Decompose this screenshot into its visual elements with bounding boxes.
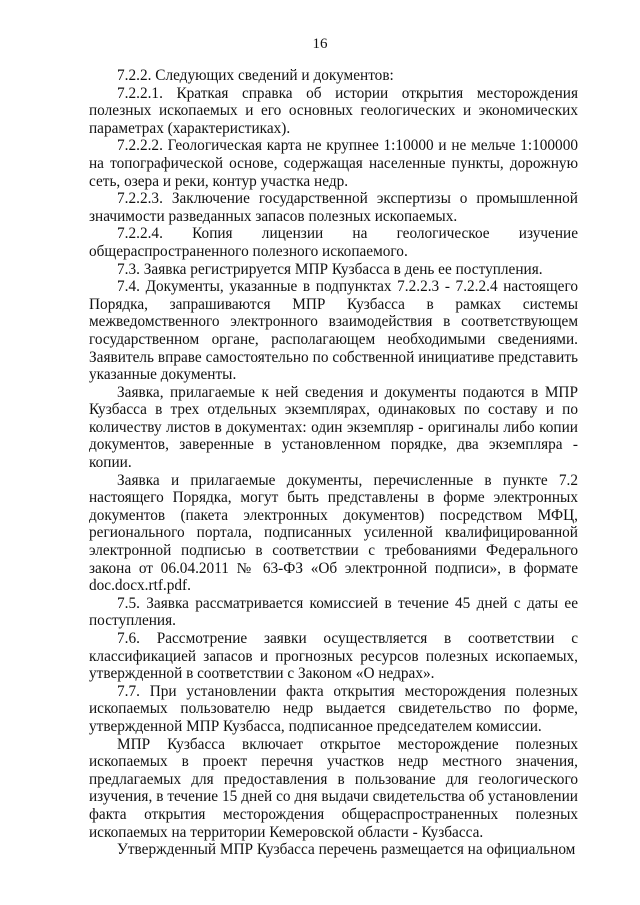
document-body bbox=[89, 67, 578, 859]
paragraph-7-6: 7.6. Рассмотрение заявки осуществляется в соответствии с классификацией запасов и прогнозных ресурсов полезных ископаемых, утвержденной в соответствии с Законом «О недрах». bbox=[89, 630, 578, 683]
paragraph-7-3: 7.3. Заявка регистрируется МПР Кузбасса в день ее поступления. bbox=[117, 260, 543, 278]
paragraph-7-2-2-1: 7.2.2.1. Краткая справка об истории открытия месторождения полезных ископаемых и его основных геологических и экономических параметрах (характеристиках). bbox=[89, 84, 578, 137]
paragraph-7-5: 7.5. Заявка рассматривается комиссией в течение 45 дней с даты ее поступления. bbox=[89, 594, 578, 630]
paragraph-7-7: 7.7. При установлении факта открытия месторождения полезных ископаемых пользователю недр выдается свидетельство по форме, утвержденной МПР Кузбасса, подписанное председателем комиссии. bbox=[89, 682, 578, 735]
paragraph-deposit-inclusion: МПР Кузбасса включает открытое месторождение полезных ископаемых в проект перечня участков недр местного значения, предлагаемых для предоставления в пользование для геологического изучения, в течение 15 дней со дня выдачи свидетельства об установлении факта открытия месторождения общераспространенных полезных ископаемых на территории Кемеровской области - Кузбасса. bbox=[89, 735, 578, 841]
paragraph-7-2-2: 7.2.2. Следующих сведений и документов: bbox=[117, 67, 394, 84]
paragraph-list-publication: Утвержденный МПР Кузбасса перечень размещается на официальном bbox=[117, 841, 576, 859]
paragraph-7-2-2-4: 7.2.2.4. Копия лицензии на геологическое изучение общераспространенного полезного ископаемого. bbox=[89, 225, 578, 260]
paragraph-application-copies: Заявка, прилагаемые к ней сведения и документы подаются в МПР Кузбасса в трех отдельных экземплярах, одинаковых по составу и по количеству листов в документах: один экземпляр - оригиналы либо копии документов, заверенные в установленном порядке, два экземпляра - копии. bbox=[89, 383, 578, 472]
paragraph-electronic-documents: Заявка и прилагаемые документы, перечисленные в пункте 7.2 настоящего Порядка, могут быть представлены в форме электронных документов (пакета электронных документов) посредством МФЦ, регионального портала, подписанных усиленной квалифицированной электронной подписью в соответствии с требованиями Федерального закона от 06.04.2011 № 63-ФЗ «Об электронной подписи», в формате doc.docx.rtf.pdf. bbox=[89, 471, 578, 595]
paragraph-7-4: 7.4. Документы, указанные в подпунктах 7.2.2.3 - 7.2.2.4 настоящего Порядка, запрашиваются МПР Кузбасса в рамках системы межведомственного электронного взаимодействия в соответствующем государственном органе, располагающем необходимыми сведениями. Заявитель вправе самостоятельно по собственной инициативе представить указанные документы. bbox=[89, 278, 578, 384]
paragraph-7-2-2-3: 7.2.2.3. Заключение государственной экспертизы о промышленной значимости разведанных запасов полезных ископаемых. bbox=[89, 190, 578, 225]
page-number: 16 bbox=[312, 36, 328, 52]
paragraph-7-2-2-2: 7.2.2.2. Геологическая карта не крупнее 1:10000 и не мельче 1:100000 на топографической основе, содержащая населенные пункты, дорожную сеть, озера и реки, контур участка недр. bbox=[89, 137, 578, 190]
